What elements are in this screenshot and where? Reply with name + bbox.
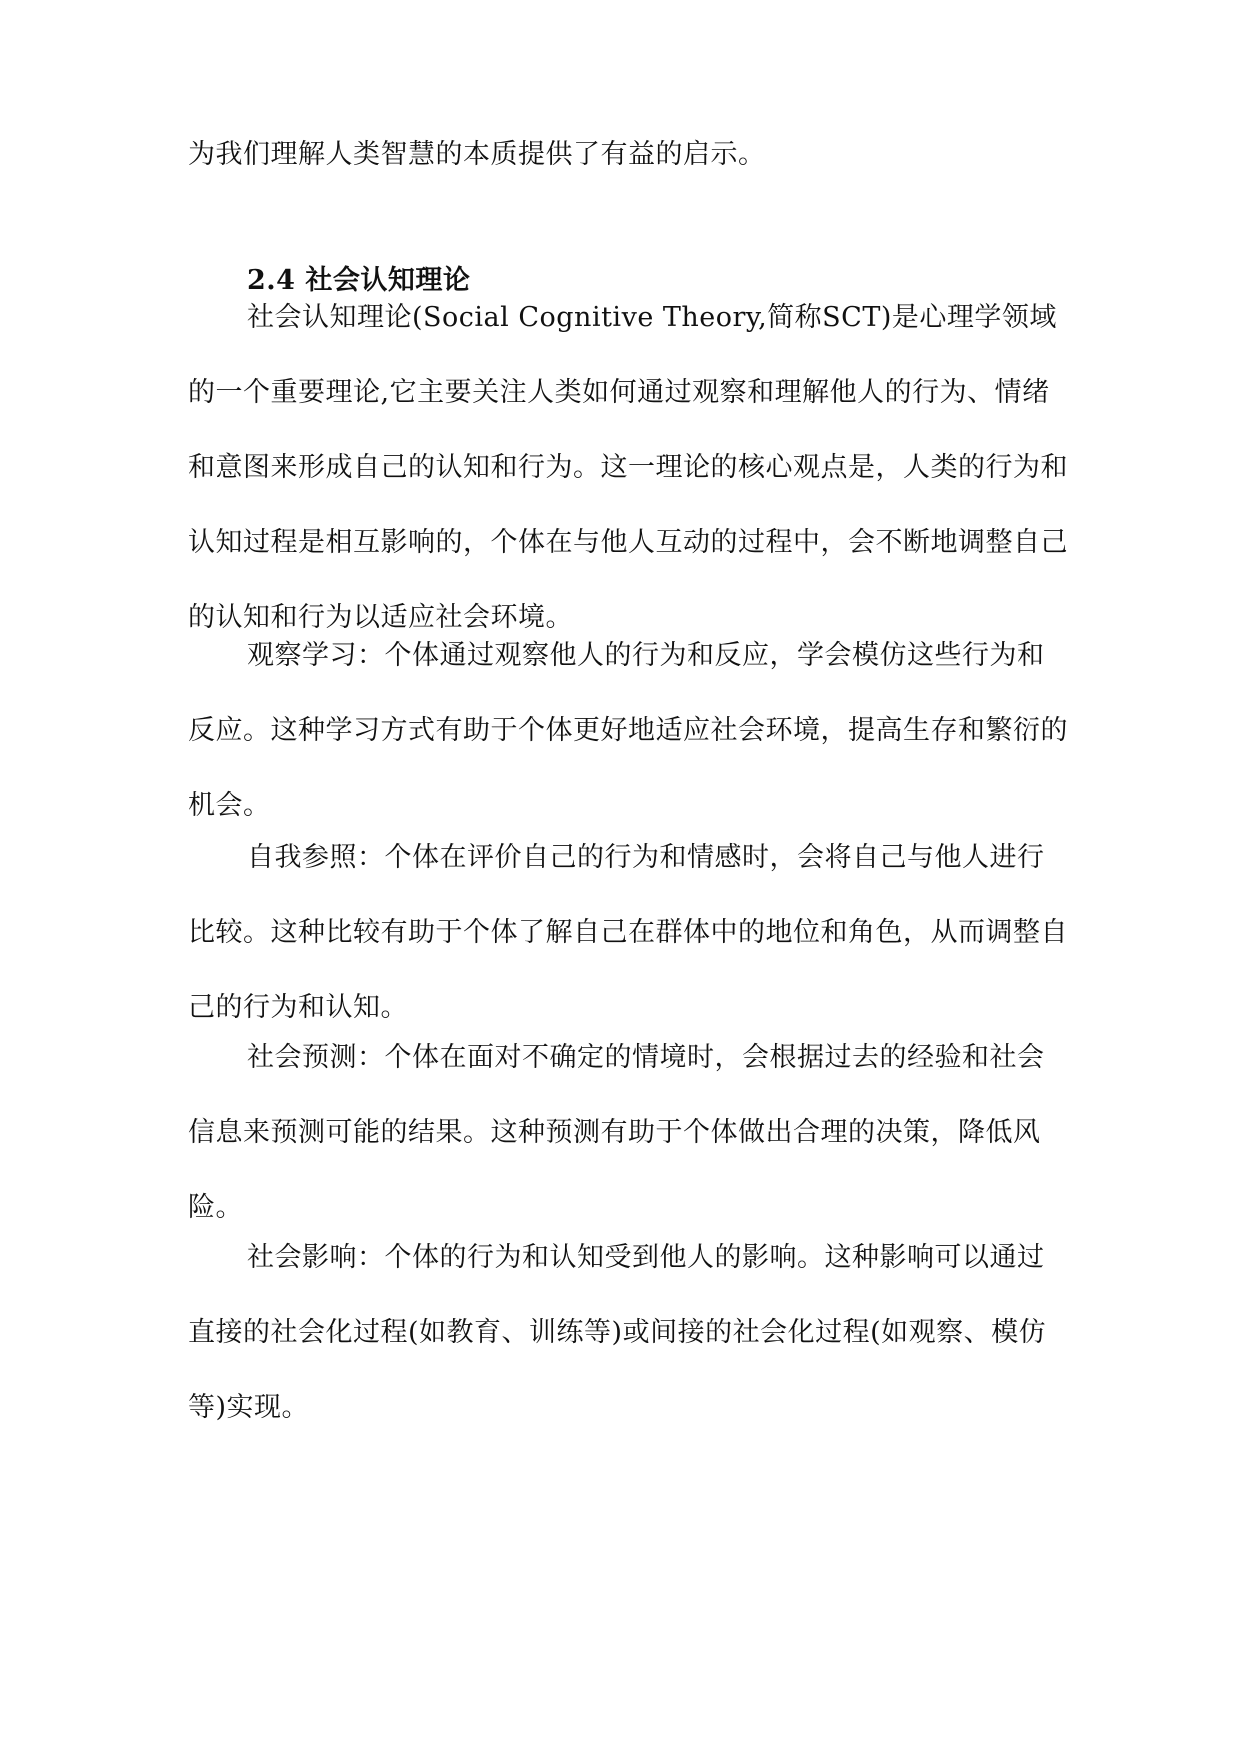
paragraph-observational-learning: 观察学习：个体通过观察他人的行为和反应，学会模仿这些行为和反应。这种学习方式有助于个体更好地适应社会环境，提高生存和繁衍的机会。 <box>188 640 1068 821</box>
paragraph-self-reference: 自我参照：个体在评价自己的行为和情感时，会将自己与他人进行比较。这种比较有助于个体了解自己在群体中的地位和角色，从而调整自己的行为和认知。 <box>188 842 1068 1023</box>
section-heading: 2.4 社会认知理论 <box>247 265 471 296</box>
paragraph-social-prediction: 社会预测：个体在面对不确定的情境时，会根据过去的经验和社会信息来预测可能的结果。这种预测有助于个体做出合理的决策，降低风险。 <box>188 1042 1045 1223</box>
paragraph-social-influence: 社会影响：个体的行为和认知受到他人的影响。这种影响可以通过直接的社会化过程(如教育、训练等)或间接的社会化过程(如观察、模仿等)实现。 <box>188 1242 1047 1423</box>
continuation-paragraph: 为我们理解人类智慧的本质提供了有益的启示。 <box>188 139 766 170</box>
paragraph-sct-intro: 社会认知理论(Social Cognitive Theory,简称SCT)是心理学领域的一个重要理论,它主要关注人类如何通过观察和理解他人的行为、情绪和意图来形成自己的认知和行为。这一理论的核心观点是，人类的行为和认知过程是相互影响的，个体在与他人互动的过程中，会不断地调整自己的认知和行为以适应社会环境。 <box>188 302 1068 633</box>
